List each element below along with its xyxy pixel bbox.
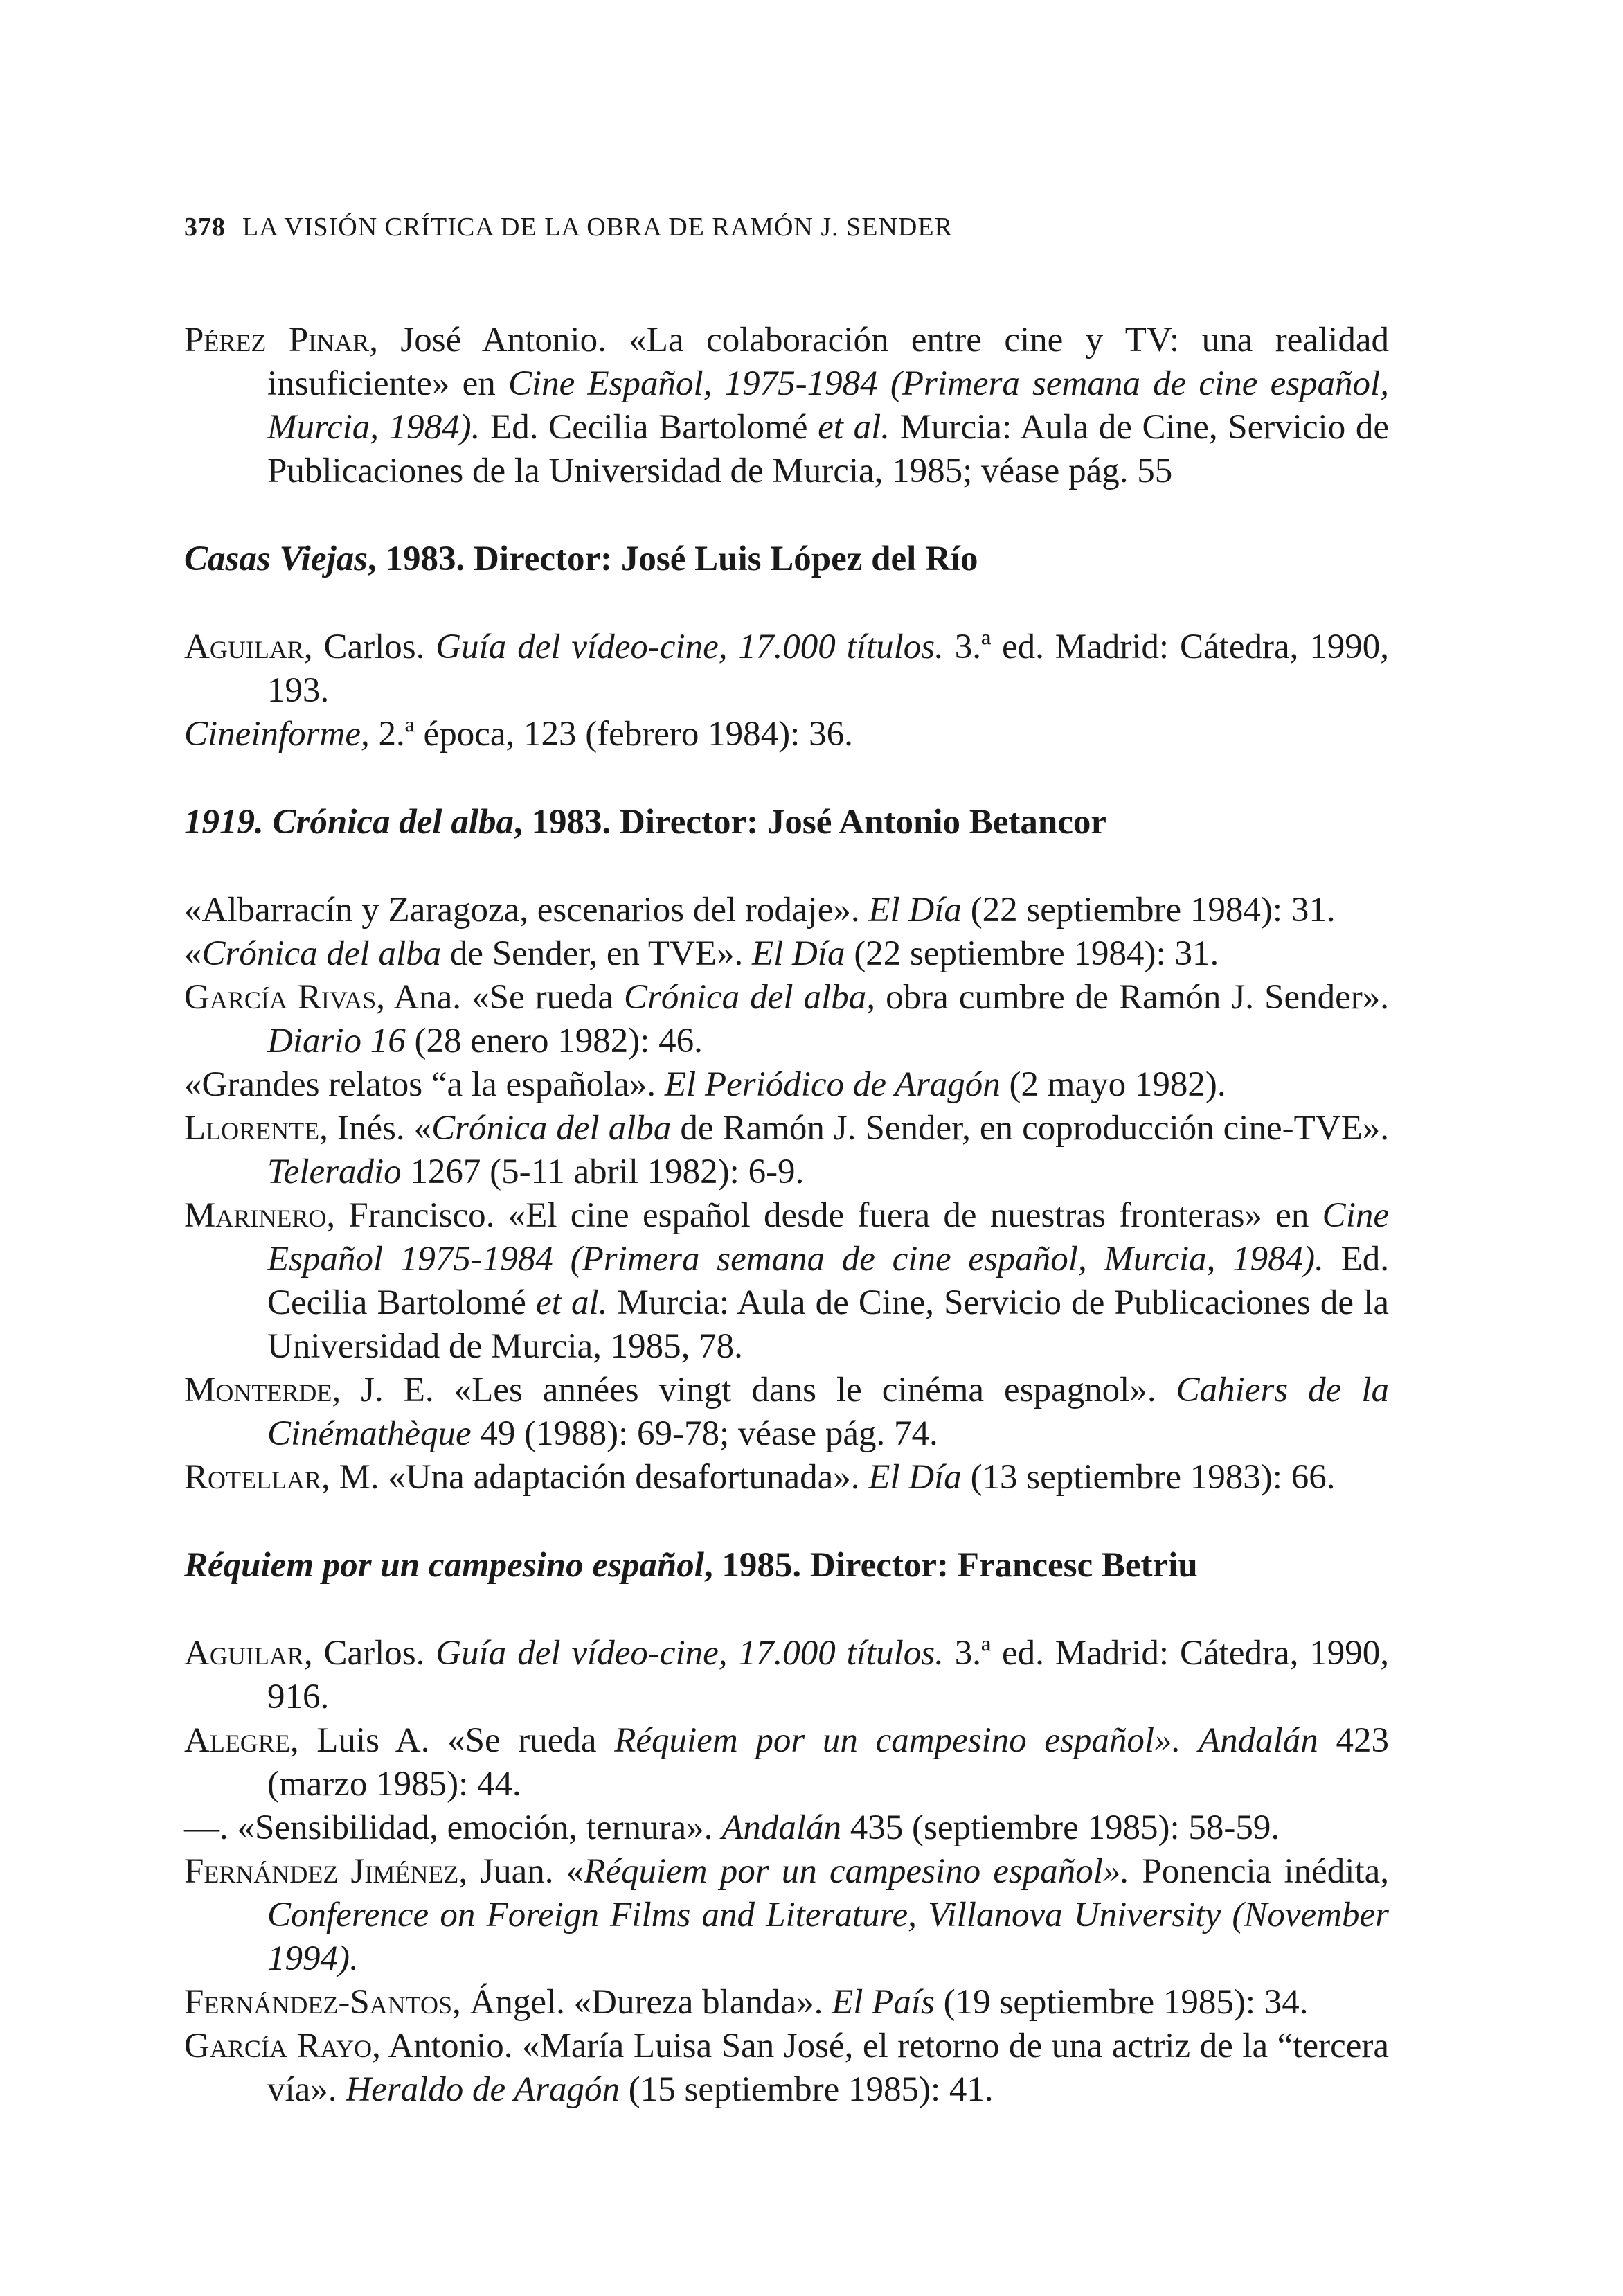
bib-entry: —. «Sensibilidad, emoción, ternura». Andalán 435 (septiembre 1985): 58-59. [184,1808,1280,1847]
film-heading: 1919. Crónica del alba, 1983. Director: José Antonio Betancor [184,803,1107,842]
bib-entry: Fernández Jiménez, Juan. «Réquiem por un campesino español». Ponencia inédita, Conference on Foreign Films and Literature, Villanova University (November 1994). [184,1852,1389,1978]
bib-entry: «Albarracín y Zaragoza, escenarios del rodaje». El Día (22 septiembre 1984): 31. [184,891,1336,929]
running-head [184,212,953,242]
bib-entry: García Rivas, Ana. «Se rueda Crónica del alba, obra cumbre de Ramón J. Sender». Diario 16 (28 enero 1982): 46. [184,978,1389,1060]
bibliography [184,319,1389,2112]
author: Rotellar [184,1458,321,1497]
bib-entry: Aguilar, Carlos. Guía del vídeo-cine, 17.000 títulos. 3.ª ed. Madrid: Cátedra, 1990, 916. [184,1634,1389,1716]
bib-entry: Alegre, Luis A. «Se rueda Réquiem por un campesino español». Andalán 423 (marzo 1985): 44. [184,1721,1390,1804]
author: García Rivas [184,978,377,1017]
bib-entry: Llorente, Inés. «Crónica del alba de Ramón J. Sender, en coproducción cine-TVE». Teleradio 1267 (5-11 abril 1982): 6-9. [184,1109,1389,1191]
author: Fernández-Santos [184,1983,453,2022]
running-title: LA VISIÓN CRÍTICA DE LA OBRA DE RAMÓN J. SENDER [242,213,953,242]
bib-entry: Fernández-Santos, Ángel. «Dureza blanda». El País (19 septiembre 1985): 34. [184,1983,1309,2022]
bib-entry: García Rayo, Antonio. «María Luisa San José, el retorno de una actriz de la “tercera vía». Heraldo de Aragón (15 septiembre 1985): 41. [184,2027,1390,2109]
author: Aguilar [184,1634,304,1673]
bib-entry: Rotellar, M. «Una adaptación desafortunada». El Día (13 septiembre 1983): 66. [184,1458,1336,1497]
author: Monterde [184,1371,332,1409]
author: Alegre [184,1721,290,1760]
bib-entry: Pérez Pinar, José Antonio. «La colaboración entre cine y TV: una realidad insuficiente» en Cine Español, 1975-1984 (Primera semana de cine español, Murcia, 1984). Ed. Cecilia Bartolomé et al. Murcia: Aula de Cine, Servicio de Publicaciones de la Universidad de Murcia, 1985; véase pág. 55 [184,321,1389,490]
author: Pérez Pinar [184,321,370,359]
film-heading: Réquiem por un campesino español, 1985. Director: Francesc Betriu [184,1546,1198,1585]
page-number: 378 [184,213,226,242]
film-heading: Casas Viejas, 1983. Director: José Luis López del Río [184,540,978,578]
author: Marinero [184,1196,327,1235]
bib-entry: Cineinforme, 2.ª época, 123 (febrero 1984): 36. [184,715,853,754]
bib-entry: «Grandes relatos “a la española». El Periódico de Aragón (2 mayo 1982). [184,1065,1226,1104]
bib-entry: «Crónica del alba de Sender, en TVE». El Día (22 septiembre 1984): 31. [184,934,1219,973]
author: Llorente [184,1109,320,1148]
bib-entry: Aguilar, Carlos. Guía del vídeo-cine, 17.000 títulos. 3.ª ed. Madrid: Cátedra, 1990, 193. [184,628,1389,710]
author: Aguilar [184,628,304,666]
author: García Rayo [184,2027,373,2065]
author: Fernández Jiménez [184,1852,459,1891]
bib-entry: Monterde, J. E. «Les années vingt dans le cinéma espagnol». Cahiers de la Cinémathèque 49 (1988): 69-78; véase pág. 74. [184,1371,1389,1453]
bib-entry: Marinero, Francisco. «El cine español desde fuera de nuestras fronteras» en Cine Español 1975-1984 (Primera semana de cine español, Murcia, 1984). Ed. Cecilia Bartolomé et al. Murcia: Aula de Cine, Servicio de Publicaciones de la Universidad de Murcia, 1985, 78. [184,1196,1389,1366]
